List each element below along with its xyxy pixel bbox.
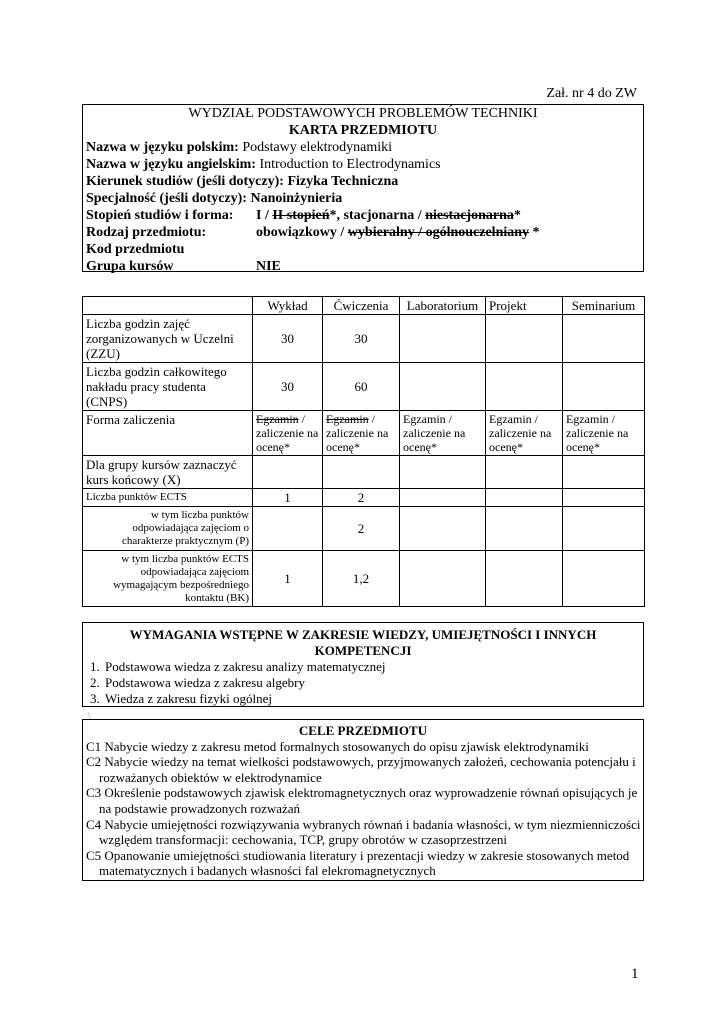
cnps-cell <box>486 363 563 411</box>
form-label: Forma zaliczenia <box>83 411 253 456</box>
separator-mark: \ <box>88 711 91 721</box>
code-label: Kod przedmiotu <box>86 242 185 257</box>
degree-row <box>83 207 643 224</box>
cnps-cell: 30 <box>253 363 323 411</box>
degree-end: * <box>513 208 521 223</box>
col-lecture: Wykład <box>253 297 323 315</box>
field-row <box>83 173 643 190</box>
table-header-row <box>83 297 645 315</box>
zzu-cell <box>563 315 645 363</box>
ects-cell: 1 <box>253 489 323 507</box>
goals-title: CELE PRZEDMIOTU <box>298 723 428 738</box>
requirements-list <box>83 659 643 707</box>
degree-struck-2: niestacjonarna <box>425 208 514 223</box>
list-item: C4 Nabycie umiejętności rozwiązywania wybranych równań i badania własności, w tym niezmienniczości względem transformacji: cechowania, TCP, grupy obrotów w czasoprzestrzeni <box>86 816 641 848</box>
degree-mid: *, stacjonarna / <box>329 208 426 223</box>
table-row <box>83 315 645 363</box>
cnps-label: Liczba godzin całkowitego nakładu pracy studenta (CNPS) <box>83 363 253 411</box>
name-pl-label: Nazwa w języku polskim: <box>86 140 239 155</box>
col-seminar: Seminarium <box>563 297 645 315</box>
form-struck: Egzamin <box>256 412 299 426</box>
direct-cell: 1 <box>253 551 323 607</box>
final-cell <box>486 456 563 489</box>
degree-i: I / <box>256 208 273 223</box>
list-item: 1. Podstawowa wiedza z zakresu analizy matematycznej <box>103 659 643 675</box>
type-end: * <box>529 225 540 240</box>
final-cell <box>323 456 400 489</box>
direct-cell: 1,2 <box>323 551 400 607</box>
form-cell-seminar: Egzamin / zaliczenie na ocenę* <box>563 411 645 456</box>
table-row <box>83 456 645 489</box>
zzu-cell <box>486 315 563 363</box>
name-pl-row <box>83 139 643 156</box>
list-item: C2 Nabycie wiedzy na temat wielkości podstawowych, przyjmowanych założeń, cechowania potencjału i rozważanych obiektów w elektrodynamice <box>86 754 636 785</box>
list-item: C5 Opanowanie umiejętności studiowania literatury i prezentacji wiedzy w zakresie stosowanych metod matematycznych i badanych własności fal elekromagnetycznych <box>86 847 630 879</box>
table-row <box>83 507 645 551</box>
type-struck: wybieralny / ogólnouczelniany <box>347 225 530 240</box>
col-laboratory: Laboratorium <box>400 297 486 315</box>
zzu-label: Liczba godzin zajęć zorganizowanych w Uczelni (ZZU) <box>83 315 253 363</box>
practical-cell <box>563 507 645 551</box>
form-cell-exercises <box>323 411 400 456</box>
ects-cell <box>486 489 563 507</box>
final-course-label: Dla grupy kursów zaznaczyć kurs końcowy (X) <box>83 456 253 489</box>
name-pl-value: Podstawy elektrodynamiki <box>238 140 393 155</box>
ects-cell <box>400 489 486 507</box>
direct-cell <box>486 551 563 607</box>
faculty-name: WYDZIAŁ PODSTAWOWYCH PROBLEMÓW TECHNIKI <box>188 106 538 121</box>
table-row <box>83 489 645 507</box>
direct-contact-label: w tym liczba punktów ECTS odpowiadająca zajęciom wymagającym bezpośredniego kontaktu (BK) <box>83 551 253 607</box>
zzu-cell <box>400 315 486 363</box>
form-cell-lecture <box>253 411 323 456</box>
ects-label: Liczba punktów ECTS <box>83 489 253 507</box>
requirements-box <box>82 622 644 707</box>
cnps-cell <box>563 363 645 411</box>
spec-row <box>83 190 643 207</box>
name-en-label: Nazwa w języku angielskim: <box>86 157 256 172</box>
table-row <box>83 363 645 411</box>
corner-cell <box>83 297 253 315</box>
page-number: 1 <box>631 966 639 982</box>
table-row <box>83 411 645 456</box>
list-item: C1 Nabycie wiedzy z zakresu metod formalnych stosowanych do opisu zjawisk elektrodynamiki <box>86 738 589 754</box>
name-en-value: Introduction to Electrodynamics <box>255 157 441 172</box>
list-item: 3. Wiedza z zakresu fizyki ogólnej <box>103 691 643 707</box>
group-label: Grupa kursów <box>86 259 174 274</box>
zzu-cell: 30 <box>253 315 323 363</box>
list-item: C3 Określenie podstawowych zjawisk elektromagnetycznych oraz wyprowadzenie równań opisujących je na podstawie prowadzonych rozważań <box>86 785 638 816</box>
goals-box <box>82 719 644 881</box>
course-header <box>82 104 644 272</box>
practical-cell <box>253 507 323 551</box>
final-cell <box>563 456 645 489</box>
cnps-cell <box>400 363 486 411</box>
table-row <box>83 551 645 607</box>
spec-label: Specjalność (jeśli dotyczy): <box>86 191 247 206</box>
zzu-cell: 30 <box>323 315 400 363</box>
practical-cell <box>400 507 486 551</box>
attachment-note: Zał. nr 4 do ZW <box>546 86 637 101</box>
degree-label: Stopień studiów i forma: <box>86 208 234 223</box>
final-cell <box>253 456 323 489</box>
field-value: Fizyka Techniczna <box>283 174 399 189</box>
card-title: KARTA PRZEDMIOTU <box>288 123 438 138</box>
practical-label: w tym liczba punktów odpowiadająca zajęciom o charakterze praktycznym (P) <box>83 507 253 551</box>
requirements-title: WYMAGANIA WSTĘPNE W ZAKRESIE WIEDZY, UMIEJĘTNOŚCI I INNYCH KOMPETENCJI <box>129 627 597 658</box>
form-rest: / zaliczenie na ocenę* <box>256 412 319 454</box>
name-en-row <box>83 156 643 173</box>
type-label: Rodzaj przedmiotu: <box>86 225 207 240</box>
col-exercises: Ćwiczenia <box>323 297 400 315</box>
cnps-cell: 60 <box>323 363 400 411</box>
ects-cell <box>563 489 645 507</box>
form-cell-project: Egzamin / zaliczenie na ocenę* <box>486 411 563 456</box>
final-cell <box>400 456 486 489</box>
type-row <box>83 224 643 241</box>
code-row <box>83 241 643 258</box>
form-rest: / zaliczenie na ocenę* <box>326 412 389 454</box>
form-cell-laboratory: Egzamin / zaliczenie na ocenę* <box>400 411 486 456</box>
type-value: obowiązkowy / <box>256 225 348 240</box>
col-project: Projekt <box>486 297 563 315</box>
ects-cell: 2 <box>323 489 400 507</box>
list-item: 2. Podstawowa wiedza z zakresu algebry <box>103 675 643 691</box>
hours-table <box>82 296 645 607</box>
field-label: Kierunek studiów (jeśli dotyczy): <box>86 174 284 189</box>
form-struck: Egzamin <box>326 412 369 426</box>
direct-cell <box>400 551 486 607</box>
practical-cell <box>486 507 563 551</box>
group-value: NIE <box>256 259 281 274</box>
practical-cell: 2 <box>323 507 400 551</box>
spec-value: Nanoinżynieria <box>246 191 343 206</box>
direct-cell <box>563 551 645 607</box>
degree-struck: II stopień <box>272 208 330 223</box>
group-row <box>83 258 643 275</box>
